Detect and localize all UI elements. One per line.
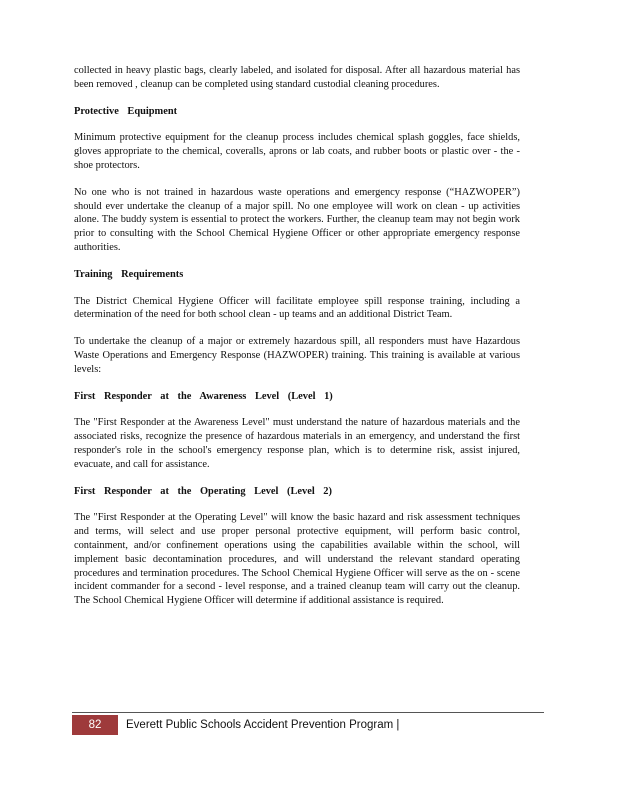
section-heading-awareness-level: First Responder at the Awareness Level (Level 1) — [74, 390, 333, 402]
intro-paragraph: collected in heavy plastic bags, clearly labeled, and isolated for disposal. After all hazardous material has been removed , cleanup can be completed using standard custodial cleaning procedures. — [74, 65, 520, 90]
page-footer — [72, 712, 544, 735]
page-body — [74, 64, 520, 621]
paragraph-hazwoper-requirement: No one who is not trained in hazardous waste operations and emergency response (“HAZWOPER”) should ever undertake the cleanup of a major spill. No one employee will work on clean - up activities alone. The buddy system is essential to protect the workers. Further, the cleanup team may not begin work prior to consulting with the School Chemical Hygiene Officer or other appropriate emergency response authorities. — [74, 186, 520, 253]
paragraph-district-training: The District Chemical Hygiene Officer will facilitate employee spill response training, including a determination of the need for both school clean - up teams and an additional District Team. — [74, 295, 520, 321]
paragraph-minimum-equipment: Minimum protective equipment for the cleanup process includes chemical splash goggles, face shields, gloves appropriate to the chemical, coveralls, aprons or lab coats, and rubber boots or plastic over - the - shoe protectors. — [74, 132, 520, 171]
page-number-badge: 82 — [72, 715, 118, 735]
paragraph-operating-level: The "First Responder at the Operating Level" will know the basic hazard and risk assessment techniques and terms, will select and use proper personal protective equipment, will perform basic control, containment, and/or confinement operations using the capabilities available within the school, will implement basic decontamination procedures, and will understand the relevant standard operating procedures and termination procedures. The School Chemical Hygiene Officer will serve as the on - scene incident commander for a second - level response, and a trained cleanup team will carry out the cleanup. The School Chemical Hygiene Officer will determine if additional assistance is required. — [74, 512, 520, 607]
footer-title: Everett Public Schools Accident Prevention Program | — [126, 719, 400, 731]
section-heading-training-requirements: Training Requirements — [74, 268, 184, 280]
paragraph-awareness-level: The "First Responder at the Awareness Level" must understand the nature of hazardous materials and the associated risks, recognize the presence of hazardous materials in an emergency, and understand the first responder's role in the school's emergency response plan, which is to determine risk, assist injured, evacuate, and call for assistance. — [74, 417, 520, 470]
paragraph-training-levels: To undertake the cleanup of a major or extremely hazardous spill, all responders must have Hazardous Waste Operations and Emergency Response (HAZWOPER) training. This training is available at various levels: — [74, 336, 520, 375]
section-heading-protective-equipment: Protective Equipment — [74, 105, 178, 117]
section-heading-operating-level: First Responder at the Operating Level (Level 2) — [74, 485, 332, 497]
